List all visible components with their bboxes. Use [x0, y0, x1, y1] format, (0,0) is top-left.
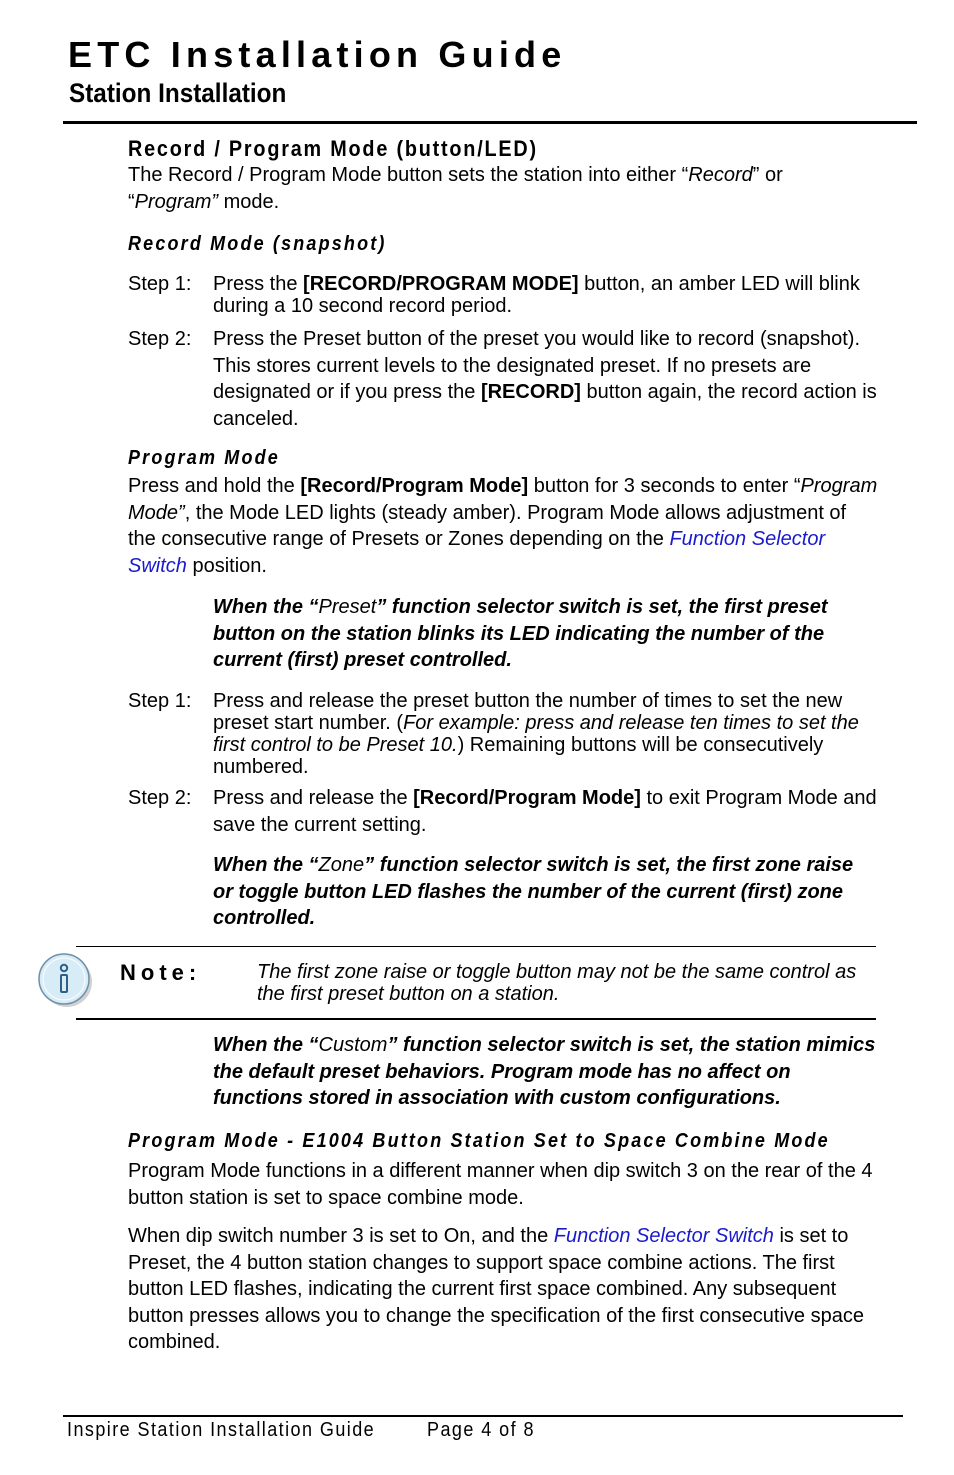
- callout-text: When the “: [213, 596, 319, 618]
- intro-record-word: Record: [688, 164, 753, 186]
- footer-page-number: Page 4 of 8: [427, 1419, 535, 1441]
- callout-text: ” function selector switch is set, the first preset button on the station blinks its LED indicating the number of the current (first) preset controlled.: [213, 596, 828, 671]
- intro-paragraph: [128, 162, 878, 215]
- space-combine-paragraph-2: [128, 1223, 878, 1356]
- program-step-2: [128, 785, 878, 839]
- callout-text: When the “: [213, 854, 319, 876]
- callout-text: ” function selector switch is set, the station mimics the default preset behaviors. Program mode has no affect on functions stored in association with custom configurations.: [213, 1034, 876, 1109]
- subheading-program-mode: Program Mode: [128, 447, 280, 469]
- step-label: Step 2:: [128, 787, 192, 809]
- record-step-1: [128, 273, 878, 319]
- footer-document-name: Inspire Station Installation Guide: [67, 1419, 376, 1441]
- step-text: [213, 785, 878, 839]
- step-text-part: to exit Program Mode and save the current setting.: [213, 787, 877, 836]
- callout-zone-word: Zone: [318, 854, 365, 876]
- note-text: The first zone raise or toggle button may not be the same control as the first preset button on a station.: [257, 961, 857, 1005]
- callout-text: When the “: [213, 1034, 319, 1056]
- zone-callout: [213, 852, 878, 932]
- intro-text: The Record / Program Mode button sets the station into either “: [128, 164, 689, 186]
- step-text-part: Press and release the preset button the number of times to set the new preset start number. (: [213, 690, 843, 734]
- custom-callout: [213, 1032, 878, 1112]
- document-subtitle: Station Installation: [69, 78, 287, 108]
- preset-callout: [213, 594, 878, 674]
- subheading-record-mode: Record Mode (snapshot): [128, 233, 387, 255]
- record-step-2: [128, 326, 878, 430]
- callout-preset-word: Preset: [318, 596, 377, 618]
- intro-text-end: mode.: [218, 190, 280, 213]
- para-bold: [Record/Program Mode]: [300, 475, 529, 497]
- subheading-space-combine: Program Mode - E1004 Button Station Set to Space Combine Mode: [128, 1130, 830, 1152]
- space-combine-paragraph-1: Program Mode functions in a different manner when dip switch 3 on the rear of the 4 button station is set to space combine mode.: [128, 1160, 873, 1209]
- intro-text-mid: ” or “: [128, 164, 783, 213]
- para-italic: Program Mode”: [128, 475, 878, 524]
- para-text: position.: [186, 554, 267, 577]
- para-text: button for 3 seconds to enter “: [528, 475, 801, 497]
- function-selector-switch-link[interactable]: Function Selector Switch: [553, 1225, 774, 1247]
- footer-rule: [63, 1415, 903, 1417]
- step-label: Step 1:: [128, 273, 192, 295]
- function-selector-switch-link[interactable]: Function Selector Switch: [128, 528, 826, 577]
- note-label: Note:: [120, 960, 202, 985]
- intro-program-word: Program”: [134, 190, 219, 213]
- step-label: Step 1:: [128, 690, 192, 712]
- step-text-part: ) Remaining buttons will be consecutively numbered.: [213, 734, 824, 778]
- step-text: [213, 273, 878, 317]
- step-label: Step 2:: [128, 328, 192, 350]
- step-text-part: Press the Preset button of the preset you would like to record (snapshot). This stores current levels to the designated preset. If no presets are designated or if you press the: [213, 328, 861, 403]
- callout-text: ” function selector switch is set, the first zone raise or toggle button LED flashes the number of the current (first) zone controlled.: [213, 854, 854, 929]
- program-step-1: [128, 690, 878, 780]
- step-bold-button-name: [RECORD]: [480, 381, 581, 403]
- step-text-part: button, an amber LED will blink during a 10 second record period.: [213, 273, 860, 317]
- step-text: [213, 690, 878, 778]
- header-rule: [63, 121, 917, 124]
- info-icon: [36, 951, 94, 1009]
- note-bottom-rule: [76, 1018, 876, 1020]
- para-text: is set to Preset, the 4 button station changes to support space combine actions. The first button LED flashes, indicating the current first space combined. Any subsequent button presses allows you to change the specification of the first consecutive space combined.: [128, 1225, 864, 1353]
- document-title: ETC Installation Guide: [68, 34, 567, 75]
- step-text-part: Press the: [213, 273, 304, 295]
- step-text: [213, 326, 878, 432]
- callout-custom-word: Custom: [318, 1034, 388, 1056]
- step-italic-example: For example: press and release ten times to set the first control to be Preset 10.: [213, 712, 859, 756]
- step-text-part: Press and release the: [213, 787, 414, 809]
- note-top-rule: [76, 946, 876, 947]
- para-text: , the Mode LED lights (steady amber). Program Mode allows adjustment of the consecutive range of Presets or Zones depending on the: [128, 501, 847, 550]
- program-mode-paragraph: [128, 473, 878, 579]
- step-bold-button-name: [Record/Program Mode]: [413, 787, 641, 809]
- section-heading-record-program: Record / Program Mode (button/LED): [128, 136, 538, 161]
- para-text: When dip switch number 3 is set to On, and the: [128, 1225, 554, 1247]
- step-text-part: button again, the record action is canceled.: [213, 381, 877, 430]
- para-text: Press and hold the: [128, 475, 301, 497]
- step-bold-button-name: [RECORD/PROGRAM MODE]: [303, 273, 579, 295]
